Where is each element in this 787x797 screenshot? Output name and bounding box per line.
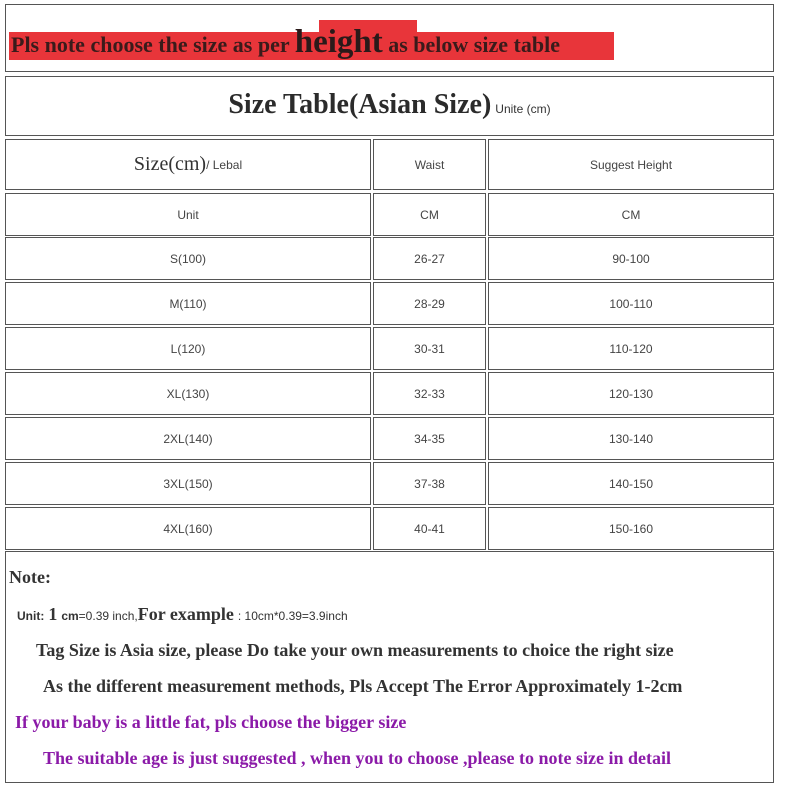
- banner-suffix: as below size table: [388, 32, 560, 57]
- table-row-waist-cell: [373, 237, 486, 280]
- example-value: : 10cm*0.39=3.9inch: [237, 609, 348, 623]
- note-measurement: As the different measurement methods, Pls Accept The Error Approximately 1-2cm: [43, 676, 683, 696]
- waist-value: 32-33: [414, 386, 445, 401]
- height-value: 130-140: [608, 431, 654, 446]
- note-suitable-age: The suitable age is just suggested , when you to choose ,please to note size in detail: [43, 748, 672, 768]
- title-unit: Unite (cm): [495, 102, 551, 116]
- banner-highlight-word: height: [294, 24, 383, 60]
- height-value: 100-110: [609, 296, 653, 311]
- note-tag-size: Tag Size is Asia size, please Do take your own measurements to choice the right size: [36, 640, 674, 660]
- table-row-waist-cell: [373, 372, 486, 415]
- size-table-title: [5, 76, 774, 136]
- unit-cm: cm: [61, 609, 79, 623]
- header-size-cell: [5, 139, 371, 190]
- size-label: 4XL(160): [163, 521, 213, 536]
- table-row-height-cell: [488, 417, 774, 460]
- header-waist-cell: [373, 139, 486, 190]
- size-label: 2XL(140): [163, 431, 213, 446]
- notes-unit-line: [17, 604, 348, 625]
- waist-value: 30-31: [414, 341, 445, 356]
- table-row-height-cell: [488, 327, 774, 370]
- waist-value: 37-38: [414, 476, 445, 491]
- size-label: XL(130): [166, 386, 210, 401]
- table-row-size-cell: [5, 507, 371, 550]
- table-row-size-cell: [5, 462, 371, 505]
- header-height-cell: [488, 139, 774, 190]
- unit-row-waist: CM: [420, 207, 439, 222]
- notes-heading: Note:: [9, 567, 51, 587]
- table-row-size-cell: [5, 237, 371, 280]
- header-size-sub: / Lebal: [206, 157, 243, 172]
- height-value: 140-150: [608, 476, 654, 491]
- unit-row-label-cell: [5, 193, 371, 236]
- unit-label: Unit:: [17, 609, 45, 623]
- banner-text: [11, 22, 560, 65]
- table-row-size-cell: [5, 327, 371, 370]
- unit-row-label: Unit: [177, 207, 199, 222]
- unit-eq: =0.39 inch,: [78, 609, 138, 623]
- table-row-height-cell: [488, 282, 774, 325]
- header-waist: Waist: [414, 157, 445, 172]
- table-row-waist-cell: [373, 282, 486, 325]
- example-label: For example: [137, 604, 234, 624]
- size-label: 3XL(150): [163, 476, 213, 491]
- height-value: 110-120: [609, 341, 653, 356]
- table-row-height-cell: [488, 507, 774, 550]
- table-row-size-cell: [5, 372, 371, 415]
- size-label: S(100): [169, 251, 207, 266]
- size-label: L(120): [170, 341, 206, 356]
- height-value: 150-160: [608, 521, 654, 536]
- notes-panel: [5, 551, 774, 783]
- table-row-height-cell: [488, 372, 774, 415]
- note-fat-baby: If your baby is a little fat, pls choose the bigger size: [15, 712, 407, 732]
- table-row-waist-cell: [373, 327, 486, 370]
- header-size-main: Size(cm): [133, 153, 207, 175]
- table-row-waist-cell: [373, 462, 486, 505]
- table-row-waist-cell: [373, 507, 486, 550]
- unit-value: 1: [48, 604, 58, 624]
- table-row-height-cell: [488, 237, 774, 280]
- header-suggest-height: Suggest Height: [589, 157, 673, 172]
- unit-row-height: CM: [621, 207, 641, 222]
- table-row-size-cell: [5, 282, 371, 325]
- size-notice-banner: [5, 4, 774, 72]
- size-label: M(110): [169, 296, 207, 311]
- table-row-waist-cell: [373, 417, 486, 460]
- waist-value: 26-27: [414, 251, 445, 266]
- title-main: Size Table(Asian Size): [228, 89, 492, 120]
- table-row-height-cell: [488, 462, 774, 505]
- unit-row-height-cell: [488, 193, 774, 236]
- height-value: 90-100: [612, 251, 650, 266]
- unit-row-waist-cell: [373, 193, 486, 236]
- waist-value: 28-29: [414, 296, 445, 311]
- waist-value: 40-41: [414, 521, 445, 536]
- waist-value: 34-35: [414, 431, 445, 446]
- banner-prefix: Pls note choose the size as per: [11, 32, 290, 57]
- height-value: 120-130: [608, 386, 654, 401]
- table-row-size-cell: [5, 417, 371, 460]
